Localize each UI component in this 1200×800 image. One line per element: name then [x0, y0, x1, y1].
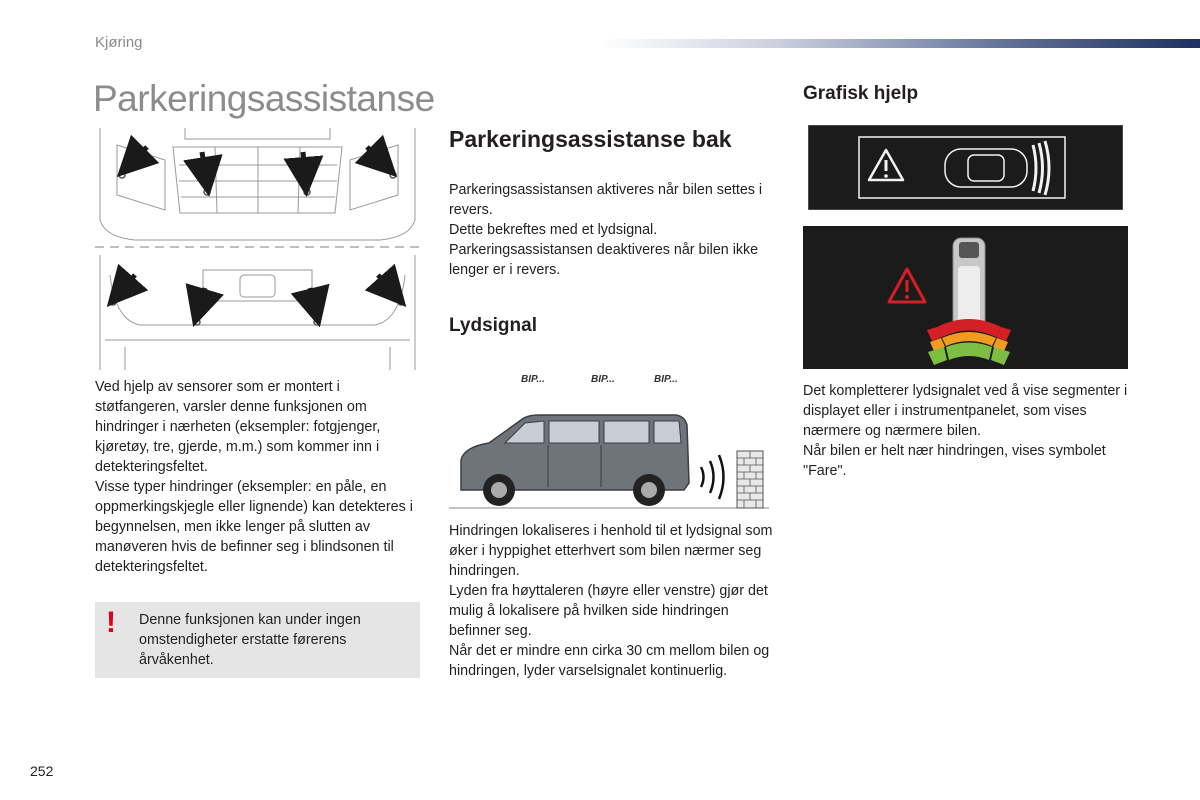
exclamation-icon: ! — [106, 606, 116, 639]
graphic-aid-text — [803, 381, 1133, 481]
rear-assist-text — [449, 180, 779, 280]
sound-signal-illustration — [449, 365, 779, 515]
graphic-paragraph: Det kompletterer lydsignalet ved å vise segmenter i displayet eller i instrumentpanelet, som vises nærmere og nærmere bilen. — [803, 383, 1128, 439]
section-heading-graphic: Grafisk hjelp — [803, 83, 919, 104]
graphic-paragraph: Når bilen er helt nær hindringen, vises symbolet "Fare". — [803, 443, 1106, 479]
page-title: Parkeringsassistanse — [93, 78, 435, 119]
header-gradient-bar — [600, 39, 1200, 48]
bip-label: BIP... — [591, 374, 615, 385]
section-heading-rear: Parkeringsassistanse bak — [449, 126, 732, 152]
rear-paragraph: Dette bekreftes med et lydsignal. — [449, 222, 658, 238]
intro-paragraph: Visse typer hindringer (eksempler: en påle, en oppmerkingskjegle eller lignende) kan detekteres i begynnelsen, men ikke lenger på slutten av manøveren hvis de befinner seg i blindsonen til detekteringsfeltet. — [95, 479, 413, 575]
section-heading-sound: Lydsignal — [449, 315, 537, 336]
graphic-display-segments — [803, 226, 1128, 369]
instrument-panel-display — [808, 125, 1123, 210]
warning-box — [95, 602, 420, 678]
rear-paragraph: Parkeringsassistansen aktiveres når bilen settes i revers. — [449, 182, 763, 218]
intro-paragraph: Ved hjelp av sensorer som er montert i støtfangeren, varsler denne funksjonen om hindringer i nærheten (eksempler: fotgjenger, kjøretøy, tre, gjerde, m.m.) som kommer inn i detekteringsfeltet. — [95, 379, 381, 475]
rear-paragraph: Parkeringsassistansen deaktiveres når bilen ikke lenger er i revers. — [449, 242, 759, 278]
bip-label: BIP... — [521, 374, 545, 385]
bip-label: BIP... — [654, 374, 678, 385]
sound-paragraph: Hindringen lokaliseres i henhold til et lydsignal som øker i hyppighet etterhvert som bilen nærmer seg hindringen. — [449, 523, 773, 579]
intro-text — [95, 377, 415, 577]
page-number: 252 — [30, 763, 54, 779]
bumper-sensors-illustration — [95, 125, 420, 370]
car-top-icon — [953, 238, 985, 330]
sound-paragraph: Lyden fra høyttaleren (høyre eller venstre) gjør det mulig å lokalisere på hvilken side hindringen befinner seg. — [449, 583, 768, 639]
warning-text: Denne funksjonen kan under ingen omstendigheter erstatte førerens årvåkenhet. — [139, 612, 361, 668]
sound-paragraph: Når det er mindre enn cirka 30 cm mellom bilen og hindringen, lyder varselsignalet kontinuerlig. — [449, 643, 770, 679]
sound-signal-text — [449, 521, 779, 681]
section-label: Kjøring — [95, 34, 143, 51]
brick-wall-icon — [737, 451, 763, 508]
